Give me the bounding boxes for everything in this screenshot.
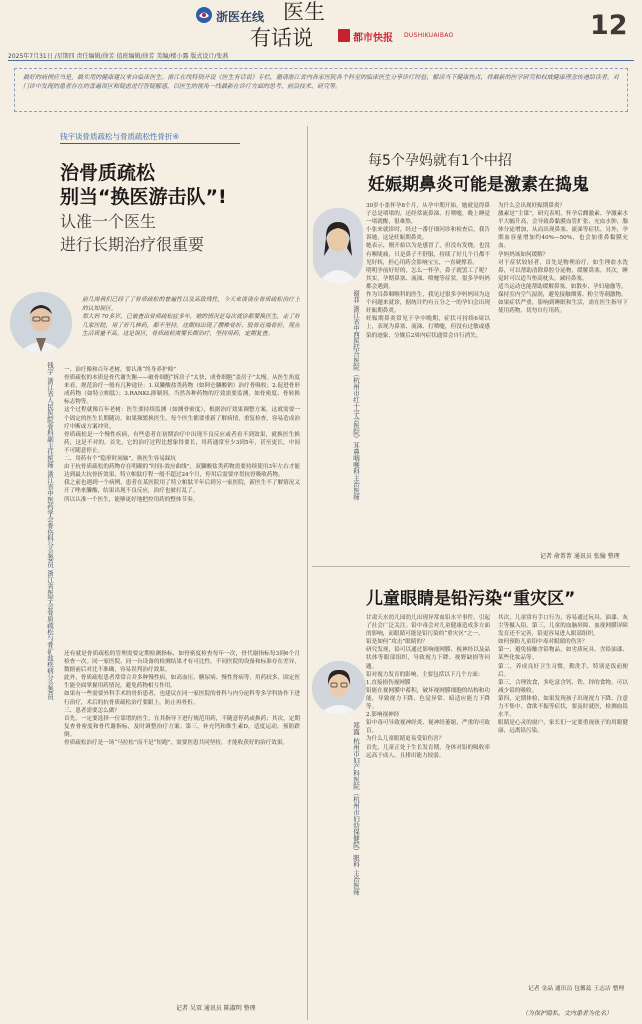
partner-logo-icon — [338, 29, 350, 42]
article2-body-part-2: 为什么会出现妊娠期鼻炎？ 激素是“主谋”，研究表明，怀孕后雌激素、孕激素水平大幅升高，会导致鼻黏膜血管扩张、充血水肿，腺体分泌增加，从而出现鼻塞、流涕等症状。另外，孕期血容量增加约40%—50%，也会加重鼻黏膜充血。 孕妈妈该如何缓解？ 对于症状较轻者，首先是物理治疗，如生理盐水洗鼻，可以帮助清除鼻腔分泌物，缓解鼻塞。其次，睡觉时可以适当垫高枕头，减轻鼻塞。 适当运动也能帮助缓解鼻塞，如散步、孕妇瑜伽等。 保持室内空气湿润，避免接触烟雾、粉尘等刺激物。 如果症状严重，影响到睡眠和生活，需在医生指导下使用药物，切勿自行用药。 — [498, 203, 628, 315]
footer-privacy-note: （为保护隐私，文内患者为化名） — [522, 1010, 613, 1017]
doctor1-portrait-image — [10, 292, 72, 354]
article3-body-part-1: 甘肃天水幼儿园幼儿出现异常血铅水平事件，引起了社会广泛关注。铅中毒会对儿童健康造成多方面的影响，而眼睛可能是铅污染的“重灾区”之一。 铅是如何“攻击”眼睛的？ 研究发现，铅可以通过影响视网膜、视神经以及晶状体等眼部组织，导致视力下降、视野缺损等问题。 铅对视力发育的影响，主要包括以下几个方面： 1.直接损伤视网膜 铅能在视网膜中蓄积，破坏视网膜细胞的结构和功能，导致视力下降、色觉异常、暗适应能力下降等。 2.影响视神经 铅中毒可导致视神经炎、视神经萎缩，严重的可致盲。 为什么儿童眼睛更易受铅伤害？ 首先，儿童正处于生长发育期，身体对铅的吸收率远高于成人，且排出能力较弱。 — [366, 615, 490, 759]
page-number: 12 — [590, 10, 628, 41]
doctor2-credentials: 谢菲 浙江省中西医结合医院（杭州市红十字会医院）耳鼻咽喉科主治医师 — [352, 290, 360, 501]
brand-name: 浙医在线 — [216, 10, 265, 24]
article2-title-line-2: 妊娠期鼻炎可能是激素在捣鬼 — [368, 175, 589, 195]
article2-body-part-1: 30岁小张怀孕8个月，从孕中期开始，她就觉得鼻子总是堵堵的，还经常流鼻涕、打喷嚏，晚上睡觉一堵就醒，很难熬。 小张来就诊时，经过一番仔细问诊和检查后，我告诉她，这是妊娠期鼻炎。 她表示，刚开始以为是感冒了，但没有发烧，也没有喉咙痛，只是鼻子不舒服，持续了好几个月都不见好转，担心用药会影响宝宝，一直硬撑着。 明明孕前好好的，怎么一怀孕，鼻子就罢工了呢？其实，孕期鼻塞、流涕、喷嚏等症状，很多孕妈妈都会遇到。 作为耳鼻咽喉科的医生，我见过很多孕妈妈因为这个问题来就诊，据统计约有五分之一的孕妇会出现妊娠期鼻炎。 妊娠期鼻炎常见于孕中晚期，症状可持续6周以上，表现为鼻塞、流涕、打喷嚏，但没有过敏或感染的迹象，分娩后2周内症状通常会自行消失。 — [366, 203, 490, 339]
article2-title-line-1: 每5个孕妈就有1个中招 — [368, 153, 512, 169]
brand-emblem-icon — [195, 6, 213, 24]
article1-byline: 记者 吴双 通讯员 陈淑明 整理 — [176, 1005, 256, 1012]
article1-subtitle-line-2: 进行长期治疗很重要 — [60, 235, 205, 254]
partner-brand-block — [338, 28, 468, 43]
doctor1-credentials: 钱宇 浙江省人民医院骨科副主任医师 浙江省中医药学会骨伤科分会委员 浙江省医学会骨质疏松与骨矿盐疾病分会委员 — [46, 362, 54, 700]
partner-brand-en: DUSHIKUAIBAO — [404, 32, 454, 39]
article1-lede: 前几周我们已经了了骨质疏松的普遍性以及高致残性，今天来谈谈在骨质疏松治疗上的认知误区。 郑大妈 70多岁，已被查出骨质疏松症多年，她的情况是每次就诊都要换医生，走了好几家医院，用了好几种药，都不坚持，这期间出现了腰椎骨折、股骨近端骨折，现在生活质量不高。这是误区，骨质疏松需要长期治疗，坚持用药，定期复查。 — [82, 297, 300, 338]
article1-title-line-2: 别当“换医游击队”! — [60, 186, 227, 208]
article1-title-line-1: 治骨质疏松 — [60, 162, 156, 184]
article1-body-part-1: 一、治疗像和百年老树，要认准“终身养护师” 骨质疏松的本质是骨代谢失衡——破骨细胞“拆房子”太快，成骨细胞“盖房子”太慢。从医生角度来看，规范治疗一般有几种途径：1.双膦酸盐类药物（如阿仑膦酸钠）治疗骨吸收；2.促进骨形成药物（如特立帕肽）；3.RANKL抑制剂。当然各种药物的疗效需要监测，如骨密度、骨转换标志物等。 这个过程就像百年老树：医生要持续监测（如测骨密度），根据治疗效果调整方案，这就需要一个固定的医生长期随访。如果频繁换医生，每个医生都要重新了解病情，重复检查，容易造成治疗中断或方案冲突。 骨质疏松是一个慢性疾病，有些患者在初期治疗中出现不良反应或者看不到效果，就换医生换药，这是不对的。首先，它的治疗过程比想象得要长，用药通常至少3到5年，甚至更长，中间不可随意停止。 二、用药有个“隐形时间轴”，换医生容易踩坑 由于抗骨质疏松的药物存在明确的“时间-效应曲线”，双膦酸盐类药物需要持续使用3年左右才能达到最大抗骨折效果，特立帕肽疗程一般不超过24个月，停用后需要序贯抗骨吸收药物。 我之前也遇到一个病例，患者在某医院用了特立帕肽半年后到另一家医院，新医生不了解情况又开了唑来膦酸，结果出现不良反应，治疗也被打乱了。 所以认准一个医生，能够更好地把控用药的整体节奏。 — [64, 367, 300, 503]
doctor2-portrait — [313, 208, 363, 284]
doctor3-credentials: 郑露 杭州市妇产科医院（杭州市妇幼保健院）眼科 主治医师 — [352, 722, 360, 896]
masthead — [0, 0, 642, 62]
intro-text: 最好的病例应当是，最实用的健康建议来自临床医生。浙江在线特别开设《医生有话说》专栏，邀请浙江省内各家医院各个科室的临床医生分享诊疗经验，解读当下健康热点，将最新的医学研究和权威健康理念传递给读者，对门诊中发现的患者存在的普遍误区和疑虑进行答疑解惑，以医生的视角一线最新在诊疗方面的思考、前沿技术、研究等。 — [23, 74, 619, 90]
article2-bottom-rule — [312, 566, 630, 567]
article3-byline: 记者 金晶 通讯员 包馨蕊 王志洁 整理 — [528, 986, 625, 992]
column-title-line-1: 医生 — [283, 0, 325, 24]
doctor3-portrait — [312, 661, 366, 715]
masthead-rule — [8, 60, 634, 61]
article2-byline: 记者 俞菁菁 通讯员 张愉 整理 — [540, 553, 620, 560]
intro-box — [14, 68, 628, 112]
doctor1-portrait — [10, 292, 72, 354]
article3-body-part-2: 其次，儿童常有手口行为，容易通过玩具、油漆、灰尘等摄入铅。第三，儿童的血脑屏障、血视网膜屏障发育还不完善，铅更容易进入眼部组织。 如何预防儿童铅中毒对眼睛的伤害？ 第一，避免接触含铅物品，如劣质玩具、含铅油漆、某些化妆品等。 第二，养成良好卫生习惯，勤洗手，特别是饭前便后。 第三，合理饮食，多吃富含钙、铁、锌的食物，可以减少铅的吸收。 第四，定期体检，如果发现孩子出现视力下降、注意力不集中、食欲不振等症状，要及时就医，检测血铅水平。 眼睛是心灵的窗户，家长们一定要重视孩子的用眼健康，远离铅污染。 — [498, 615, 628, 735]
dateline: 2025年7月31日 /星期四 责任编辑/徐芳 值班编辑/徐芳 美编/楼小露 版式设计/张燕 — [8, 53, 229, 60]
partner-brand-name: 都市快报 — [353, 33, 393, 44]
doctor3-portrait-image — [312, 661, 366, 715]
article1-body-part-2: 还有就是骨质疏松的管理需要定期检测指标，如骨密度检查每年一次，骨代谢指标每3到6个月检查一次。同一家医院、同一台设备的检测结果才有可比性，不同医院的设备和标准存在差异，数据前后对比不准确，容易误判治疗效果。 此外，骨质疏松患者常常合并多种慢性病，如高血压、糖尿病、慢性肾病等，用药较多，固定医生能全面掌握用药情况，避免药物相互作用。 如果有一些需要外科手术的骨折患者，也建议在同一家医院的骨科与内分泌科等多学科协作下进行治疗，术后的抗骨质疏松治疗要跟上，防止再骨折。 三、患者需要怎么做？ 首先，一定要选择一位靠谱的医生，在其指导下进行规范用药，不随意停药或换药；其次，定期复查骨密度和骨代谢指标，及时调整治疗方案；第三，补充钙和维生素D，适度运动，预防跌倒。 骨质疏松治疗是一场“马拉松”而不是“短跑”，需要医患共同坚持，才能收获好的治疗效果。 — [64, 651, 300, 747]
article3-title: 儿童眼睛是铅污染“重灾区” — [366, 589, 576, 609]
column-divider — [307, 126, 308, 1020]
article1-subtitle-line-1: 认准一个医生 — [60, 212, 157, 231]
series-tag-rule — [60, 143, 240, 144]
column-title-line-2: 有话说 — [250, 26, 313, 50]
masthead-brand-logo — [195, 6, 271, 24]
doctor2-portrait-image — [313, 208, 363, 284]
series-tag: 钱宇谈骨质疏松与骨质疏松性骨折④ — [60, 132, 180, 141]
